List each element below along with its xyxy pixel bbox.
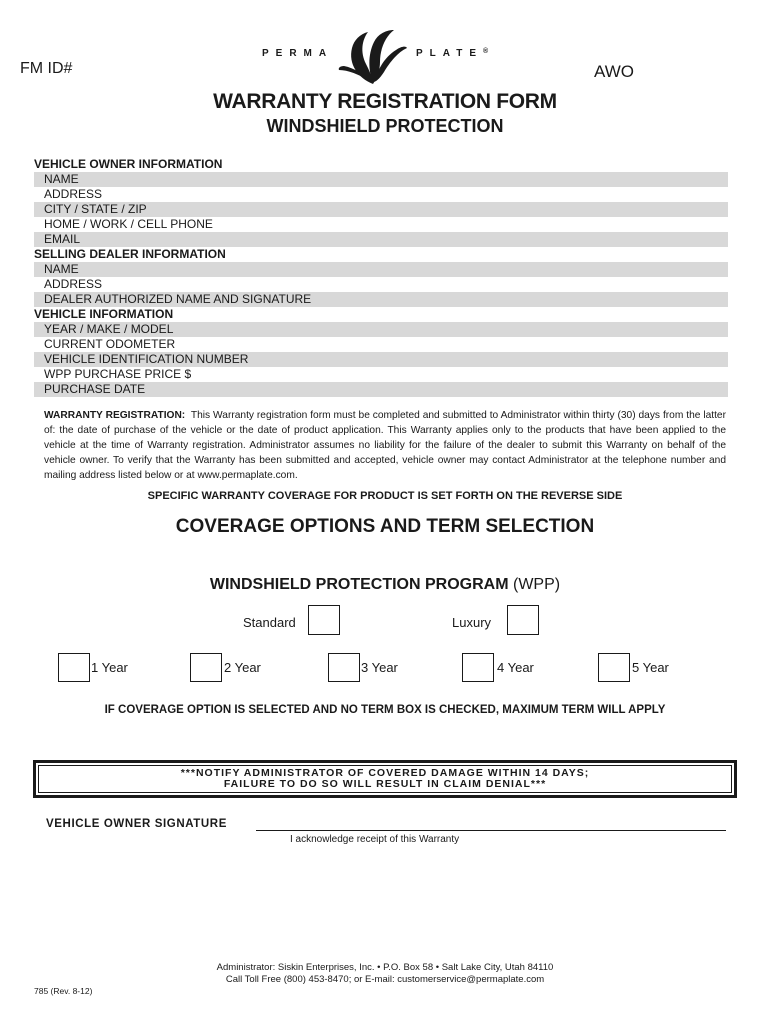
owner-signature-label: VEHICLE OWNER SIGNATURE bbox=[46, 818, 227, 830]
footer-address: Administrator: Siskin Enterprises, Inc. • P.O. Box 58 • Salt Lake City, Utah 84110 bbox=[216, 962, 554, 973]
perma-plate-logo-icon bbox=[338, 26, 408, 86]
owner-signature-line[interactable] bbox=[256, 830, 726, 831]
form-revision: 785 (Rev. 8-12) bbox=[34, 986, 93, 996]
option-luxury-label: Luxury bbox=[452, 615, 492, 630]
max-term-notice: IF COVERAGE OPTION IS SELECTED AND NO TERM BOX IS CHECKED, MAXIMUM TERM WILL APPLY bbox=[104, 704, 666, 716]
administrator-footer bbox=[0, 962, 770, 986]
form-subtitle: WINDSHIELD PROTECTION bbox=[266, 116, 504, 136]
dealer-name-field[interactable]: NAME bbox=[34, 262, 728, 277]
dealer-section-heading: SELLING DEALER INFORMATION bbox=[34, 247, 226, 261]
owner-address-field[interactable]: ADDRESS bbox=[44, 187, 103, 201]
notify-administrator-box bbox=[33, 760, 737, 798]
term-2-year-checkbox[interactable] bbox=[190, 653, 222, 682]
term-1-year-checkbox[interactable] bbox=[58, 653, 90, 682]
form-title: WARRANTY REGISTRATION FORM bbox=[213, 90, 557, 113]
registration-terms-paragraph bbox=[44, 408, 726, 483]
term-2-year-label: 2 Year bbox=[224, 660, 261, 675]
owner-phone-field[interactable]: HOME / WORK / CELL PHONE bbox=[44, 217, 213, 231]
term-1-year-label: 1 Year bbox=[91, 660, 128, 675]
notify-line-2: FAILURE TO DO SO WILL RESULT IN CLAIM DENIAL*** bbox=[223, 778, 547, 790]
term-5-year-label: 5 Year bbox=[632, 660, 669, 675]
logo-text-left: PERMA bbox=[262, 48, 334, 59]
registration-info-form bbox=[34, 157, 728, 397]
owner-section-heading: VEHICLE OWNER INFORMATION bbox=[34, 157, 223, 171]
term-4-year-checkbox[interactable] bbox=[462, 653, 494, 682]
registered-mark: ® bbox=[483, 48, 489, 55]
signature-acknowledgement: I acknowledge receipt of this Warranty bbox=[290, 834, 460, 845]
term-3-year-checkbox[interactable] bbox=[328, 653, 360, 682]
coverage-title: COVERAGE OPTIONS AND TERM SELECTION bbox=[175, 516, 595, 537]
dealer-signature-field[interactable]: DEALER AUTHORIZED NAME AND SIGNATURE bbox=[34, 292, 728, 307]
dealer-address-field[interactable]: ADDRESS bbox=[44, 277, 103, 291]
footer-contact: Call Toll Free (800) 453-8470; or E-mail: customerservice@permaplate.com bbox=[225, 974, 545, 985]
option-standard-checkbox[interactable] bbox=[308, 605, 340, 635]
program-title: WINDSHIELD PROTECTION PROGRAM (WPP) bbox=[209, 576, 561, 593]
logo-text-right: PLATE® bbox=[416, 48, 489, 59]
term-5-year-checkbox[interactable] bbox=[598, 653, 630, 682]
vehicle-year-make-model-field[interactable]: YEAR / MAKE / MODEL bbox=[34, 322, 728, 337]
fm-id-label: FM ID# bbox=[20, 60, 73, 77]
owner-name-field[interactable]: NAME bbox=[34, 172, 728, 187]
term-3-year-label: 3 Year bbox=[361, 660, 398, 675]
purchase-date-field[interactable]: PURCHASE DATE bbox=[34, 382, 728, 397]
registration-terms-body: This Warranty registration form must be completed and submitted to Administrator within thirty (30) days from the latter of: the date of purchase of the vehicle or the date of product application. This Warranty applies only to the products that have been applied to the vehicle at the time of Warranty registration. Administrator assumes no liability for the failure of the dealer to submit this Warranty on behalf of the vehicle owner. To verify that the Warranty has been submitted and accepted, vehicle owner may contact Administrator at the telephone number and mailing address listed below or at www.permaplate.com. bbox=[44, 410, 726, 481]
notify-line-1: ***NOTIFY ADMINISTRATOR OF COVERED DAMAGE WITHIN 14 DAYS; bbox=[180, 767, 590, 779]
registration-terms-lead: WARRANTY REGISTRATION: bbox=[44, 410, 186, 421]
wpp-price-field[interactable]: WPP PURCHASE PRICE $ bbox=[44, 367, 192, 381]
notify-administrator-inner bbox=[38, 765, 732, 793]
owner-email-field[interactable]: EMAIL bbox=[34, 232, 728, 247]
vehicle-vin-field[interactable]: VEHICLE IDENTIFICATION NUMBER bbox=[34, 352, 728, 367]
term-4-year-label: 4 Year bbox=[497, 660, 534, 675]
vehicle-section-heading: VEHICLE INFORMATION bbox=[34, 307, 174, 321]
option-standard-label: Standard bbox=[243, 615, 296, 630]
vehicle-odometer-field[interactable]: CURRENT ODOMETER bbox=[44, 337, 176, 351]
option-luxury-checkbox[interactable] bbox=[507, 605, 539, 635]
awo-label: AWO bbox=[594, 62, 634, 81]
program-abbreviation: (WPP) bbox=[513, 576, 561, 593]
specific-coverage-note: SPECIFIC WARRANTY COVERAGE FOR PRODUCT IS SET FORTH ON THE REVERSE SIDE bbox=[147, 490, 623, 502]
owner-city-state-zip-field[interactable]: CITY / STATE / ZIP bbox=[34, 202, 728, 217]
